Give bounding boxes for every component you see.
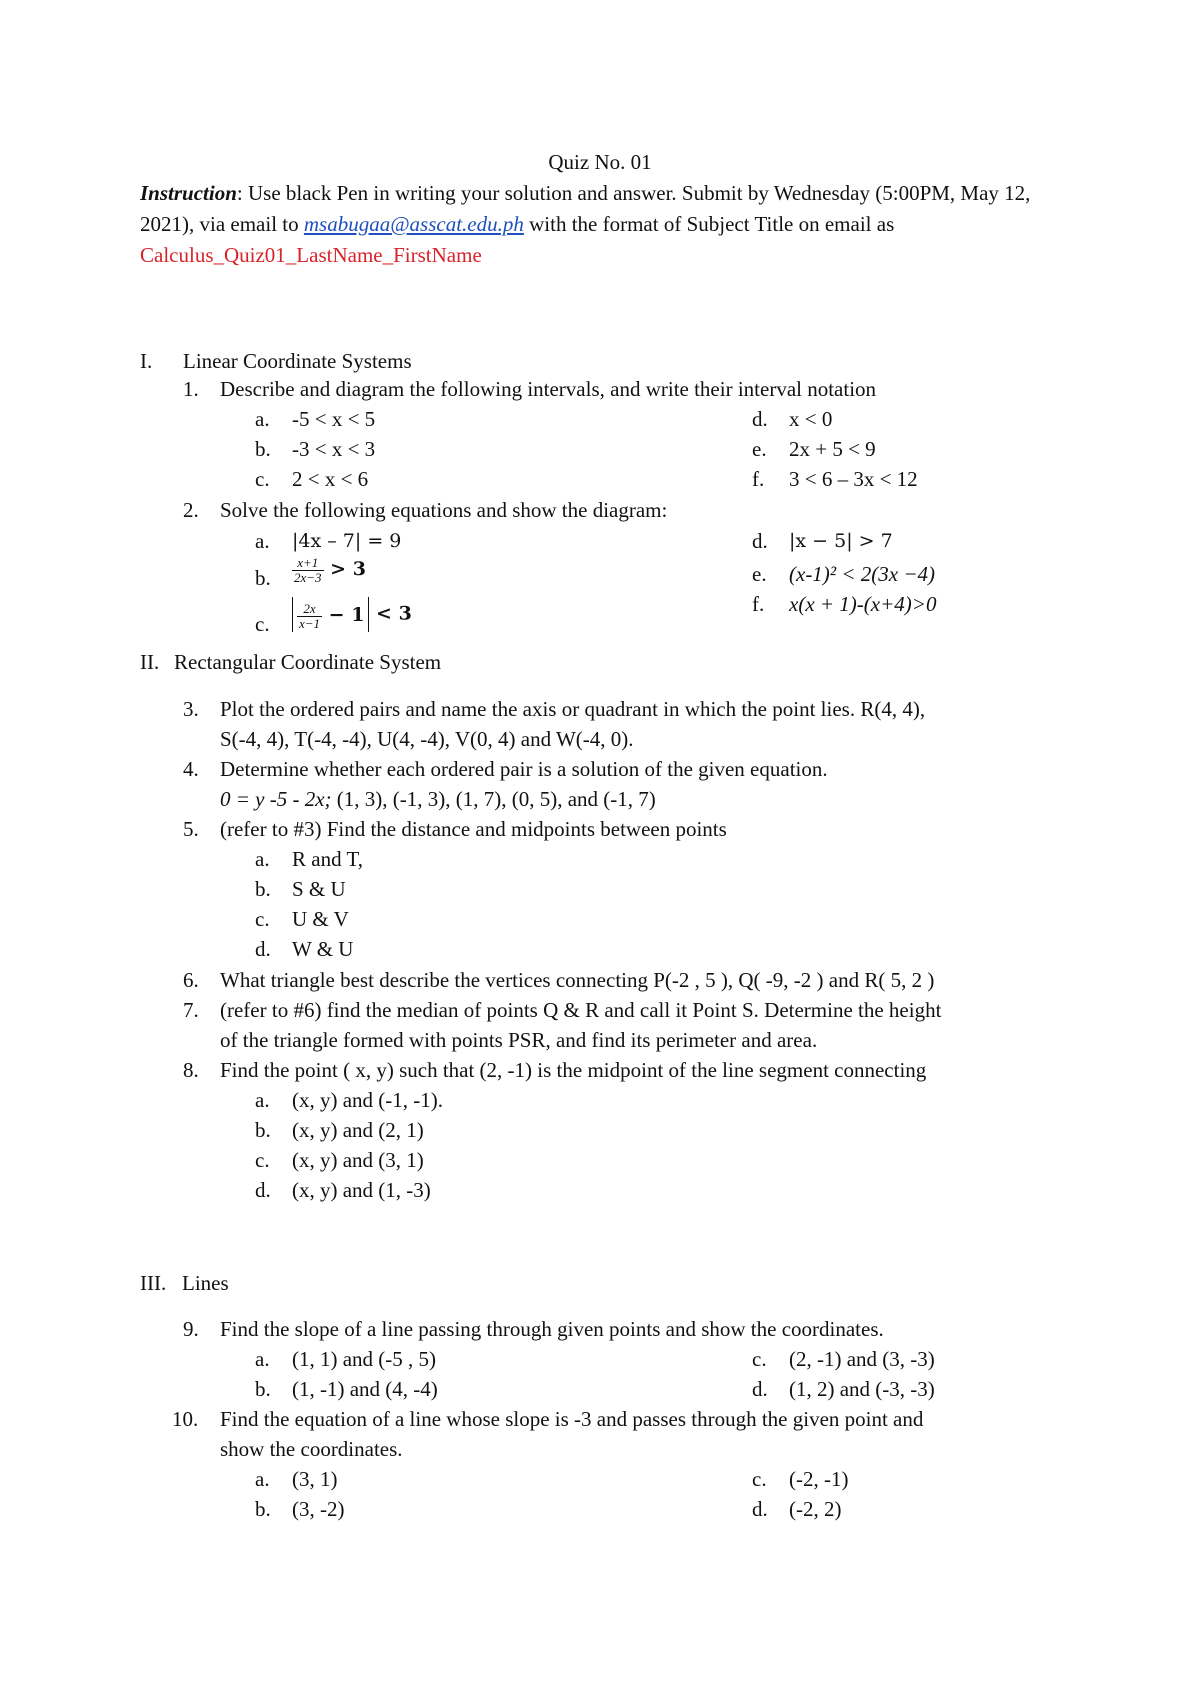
q2a-text: |4x – 7| = 9 — [292, 530, 402, 552]
q3-line-1: Plot the ordered pairs and name the axis or quadrant in which the point lies. R(4, 4), — [220, 697, 926, 721]
q8c-text: (x, y) and (3, 1) — [292, 1148, 424, 1172]
q5-number: 5. — [183, 817, 199, 841]
q2c-absolute-value — [292, 597, 369, 632]
q2f-text: x(x + 1)-(x+4)>0 — [789, 592, 937, 616]
q5b-text: S & U — [292, 877, 346, 901]
q1f-letter: f. — [752, 467, 765, 491]
q1b-text: -3 < x < 3 — [292, 437, 376, 461]
q2e-letter: e. — [752, 562, 767, 586]
q10a-text: (3, 1) — [292, 1467, 338, 1491]
q2c-rest: − 1 — [322, 604, 365, 626]
q2-text: Solve the following equations and show the diagram: — [220, 498, 668, 522]
q10b-letter: b. — [255, 1497, 271, 1521]
q1d-letter: d. — [752, 407, 768, 431]
q5a-letter: a. — [255, 847, 270, 871]
q9c-text: (2, -1) and (3, -3) — [789, 1347, 935, 1371]
q8c-letter: c. — [255, 1148, 270, 1172]
q9-number: 9. — [183, 1317, 199, 1341]
q4-line-1: Determine whether each ordered pair is a solution of the given equation. — [220, 757, 828, 781]
q8a-letter: a. — [255, 1088, 270, 1112]
q4-pairs: (1, 3), (-1, 3), (1, 7), (0, 5), and (-1, 7) — [331, 787, 656, 811]
q8-text: Find the point ( x, y) such that (2, -1) is the midpoint of the line segment connecting — [220, 1058, 927, 1082]
section-2-title: Rectangular Coordinate System — [174, 650, 442, 674]
q9d-letter: d. — [752, 1377, 768, 1401]
q7-line-2: of the triangle formed with points PSR, and find its perimeter and area. — [220, 1028, 818, 1052]
q8b-text: (x, y) and (2, 1) — [292, 1118, 424, 1142]
q2d-letter: d. — [752, 529, 768, 553]
q2d-text: |x − 5| > 7 — [789, 530, 893, 552]
q1c-text: 2 < x < 6 — [292, 467, 369, 491]
q10b-text: (3, -2) — [292, 1497, 345, 1521]
q9b-letter: b. — [255, 1377, 271, 1401]
page-title: Quiz No. 01 — [548, 150, 652, 174]
instruction-label: Instruction — [140, 181, 237, 205]
instruction-text-2: with the format of Subject Title on email as — [523, 212, 895, 236]
q2c-tail: < 3 — [369, 602, 412, 625]
section-3-numeral: III. — [140, 1271, 167, 1295]
q2b-rest: > 3 — [323, 558, 366, 580]
q6-number: 6. — [183, 968, 199, 992]
q10c-letter: c. — [752, 1467, 767, 1491]
section-1-title: Linear Coordinate Systems — [183, 349, 412, 373]
q1a-text: -5 < x < 5 — [292, 407, 376, 431]
q5a-text: R and T, — [292, 847, 363, 871]
q9a-letter: a. — [255, 1347, 270, 1371]
q1a-letter: a. — [255, 407, 270, 431]
q5-text: (refer to #3) Find the distance and midpoints between points — [220, 817, 727, 841]
q2a-letter: a. — [255, 529, 270, 553]
q2c-expression — [292, 597, 412, 632]
q1e-letter: e. — [752, 437, 767, 461]
q10c-text: (-2, -1) — [789, 1467, 849, 1491]
q1-text: Describe and diagram the following intervals, and write their interval notation — [220, 377, 877, 401]
q2e-text: (x-1)² < 2(3x −4) — [789, 562, 935, 586]
q2f-letter: f. — [752, 592, 765, 616]
q9d-text: (1, 2) and (-3, -3) — [789, 1377, 935, 1401]
instruction-text-1: : Use black Pen in writing your solution and answer. Submit by Wednesday (5:00PM, May 12, 2021), via email to — [140, 181, 1031, 236]
q3-number: 3. — [183, 697, 199, 721]
instruction-paragraph — [140, 178, 1070, 271]
q5d-text: W & U — [292, 937, 354, 961]
q2b-numerator: x+1 — [292, 556, 324, 571]
q2c-letter: c. — [255, 612, 270, 636]
q10a-letter: a. — [255, 1467, 270, 1491]
section-2-numeral: II. — [140, 650, 160, 674]
q9c-letter: c. — [752, 1347, 767, 1371]
q2b-letter: b. — [255, 566, 271, 590]
q1d-text: x < 0 — [789, 407, 833, 431]
q10-line-2: show the coordinates. — [220, 1437, 403, 1461]
section-1-numeral: I. — [140, 349, 153, 373]
q5c-letter: c. — [255, 907, 270, 931]
q1c-letter: c. — [255, 467, 270, 491]
q8b-letter: b. — [255, 1118, 271, 1142]
q2-number: 2. — [183, 498, 199, 522]
q2b-fraction — [292, 556, 324, 585]
q2c-numerator: 2x — [297, 602, 322, 617]
q10d-letter: d. — [752, 1497, 768, 1521]
q10-number: 10. — [172, 1407, 199, 1431]
q5c-text: U & V — [292, 907, 349, 931]
q1f-text: 3 < 6 – 3x < 12 — [789, 467, 918, 491]
q4-line-2 — [220, 785, 656, 814]
q2c-denominator: x−1 — [299, 615, 321, 631]
q10d-text: (-2, 2) — [789, 1497, 842, 1521]
q6-text: What triangle best describe the vertices connecting P(-2 , 5 ), Q( -9, -2 ) and R( 5, 2 ) — [220, 968, 935, 992]
email-link[interactable]: msabugaa@asscat.edu.ph — [303, 212, 524, 236]
q8d-letter: d. — [255, 1178, 271, 1202]
q2b-denominator: 2x−3 — [294, 569, 322, 585]
q1e-text: 2x + 5 < 9 — [789, 437, 876, 461]
q5d-letter: d. — [255, 937, 271, 961]
q2b-expression — [292, 554, 366, 585]
q9-text: Find the slope of a line passing through given points and show the coordinates. — [220, 1317, 884, 1341]
q1b-letter: b. — [255, 437, 271, 461]
subject-format: Calculus_Quiz01_LastName_FirstName — [140, 243, 482, 267]
q8-number: 8. — [183, 1058, 199, 1082]
section-3-title: Lines — [182, 1271, 229, 1295]
q4-number: 4. — [183, 757, 199, 781]
q4-equation: 0 = y -5 - 2x; — [220, 787, 332, 811]
q5b-letter: b. — [255, 877, 271, 901]
q2c-fraction — [297, 602, 322, 631]
q1-number: 1. — [183, 377, 199, 401]
q3-line-2: S(-4, 4), T(-4, -4), U(4, -4), V(0, 4) and W(-4, 0). — [220, 727, 634, 751]
q9a-text: (1, 1) and (-5 , 5) — [292, 1347, 437, 1371]
q7-number: 7. — [183, 998, 199, 1022]
q8d-text: (x, y) and (1, -3) — [292, 1178, 431, 1202]
q7-line-1: (refer to #6) find the median of points Q & R and call it Point S. Determine the height — [220, 998, 942, 1022]
q9b-text: (1, -1) and (4, -4) — [292, 1377, 438, 1401]
q10-line-1: Find the equation of a line whose slope is -3 and passes through the given point and — [220, 1407, 924, 1431]
q8a-text: (x, y) and (-1, -1). — [292, 1088, 444, 1112]
